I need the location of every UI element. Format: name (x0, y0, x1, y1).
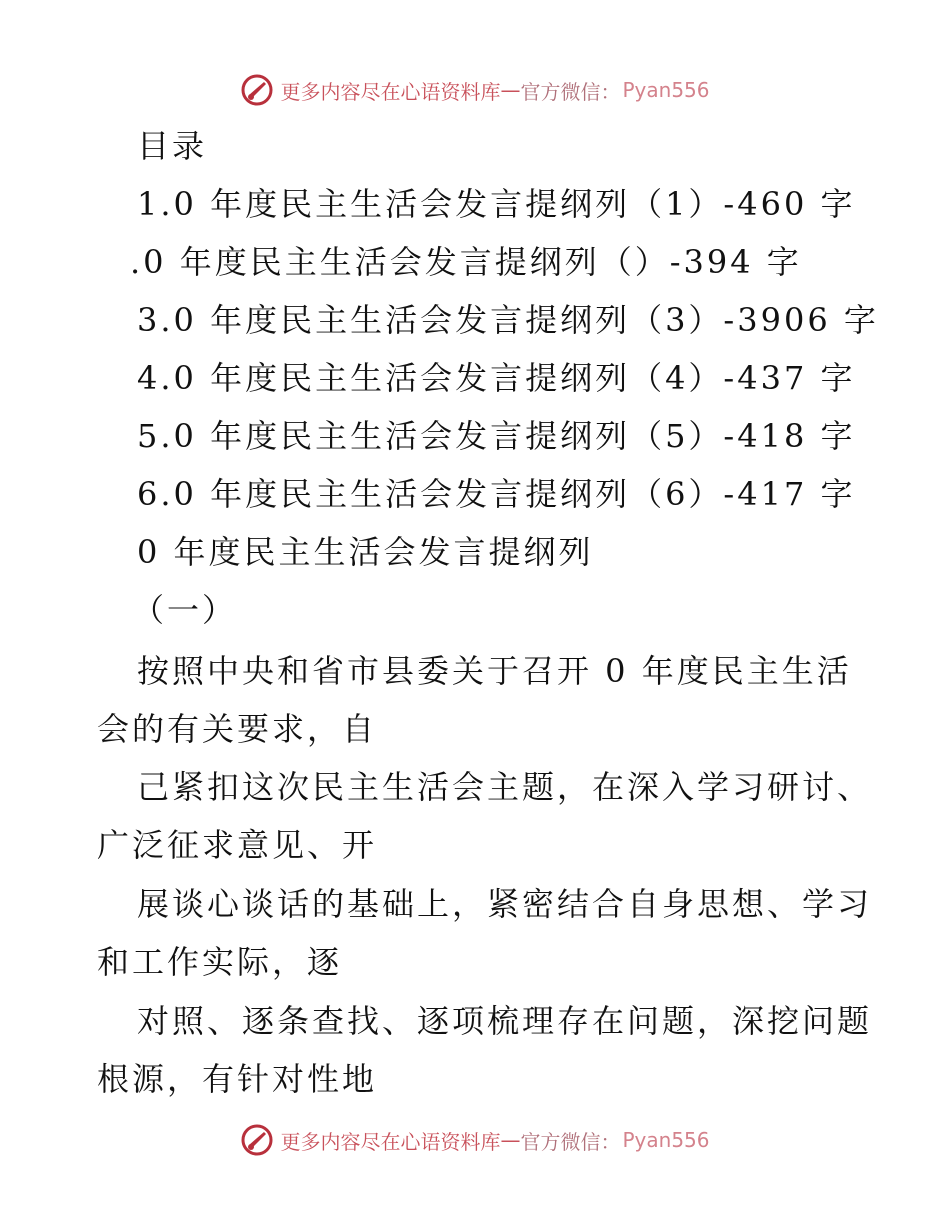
paragraph-line: 广泛征求意见、开 (97, 826, 378, 864)
banner-wechat-id: Pyan556 (622, 1128, 710, 1152)
paragraph-line: 对照、逐条查找、逐项梳理存在问题，深挖问题 (137, 1002, 873, 1040)
banner-main-text: 更多内容尽在心语资料库 (280, 1129, 501, 1154)
footer-watermark-banner (0, 1120, 950, 1160)
banner-wechat-id: Pyan556 (622, 78, 710, 102)
paragraph-line: 展谈心谈话的基础上，紧密结合自身思想、学习 (137, 885, 873, 923)
banner-dash: — (500, 1128, 521, 1152)
logo-icon (240, 1123, 274, 1157)
toc-item: 6.0 年度民主生活会发言提纲列（6）-417 字 (137, 475, 856, 513)
toc-title: 目录 (137, 127, 208, 165)
toc-item: 3.0 年度民主生活会发言提纲列（3）-3906 字 (137, 301, 879, 339)
paragraph-line: 和工作实际，逐 (97, 943, 343, 981)
banner-dash: — (500, 78, 521, 102)
toc-item: 4.0 年度民主生活会发言提纲列（4）-437 字 (137, 359, 856, 397)
banner-wechat-label: 官方微信： (520, 1129, 621, 1154)
logo-icon (240, 73, 274, 107)
section-subheading: （一） (132, 591, 238, 629)
toc-item: 5.0 年度民主生活会发言提纲列（5）-418 字 (137, 417, 856, 455)
banner-wechat-label: 官方微信： (520, 79, 621, 104)
toc-item: 1.0 年度民主生活会发言提纲列（1）-460 字 (137, 185, 856, 223)
paragraph-line: 己紧扣这次民主生活会主题，在深入学习研讨、 (137, 768, 873, 806)
banner-main-text: 更多内容尽在心语资料库 (280, 79, 501, 104)
paragraph-line: 按照中央和省市县委关于召开 0 年度民主生活 (137, 652, 852, 690)
header-watermark-banner (0, 70, 950, 110)
toc-item: .0 年度民主生活会发言提纲列（）-394 字 (130, 243, 802, 281)
paragraph-line: 根源，有针对性地 (97, 1060, 378, 1098)
paragraph-line: 会的有关要求，自 (97, 710, 378, 748)
section-heading: 0 年度民主生活会发言提纲列 (137, 533, 594, 571)
